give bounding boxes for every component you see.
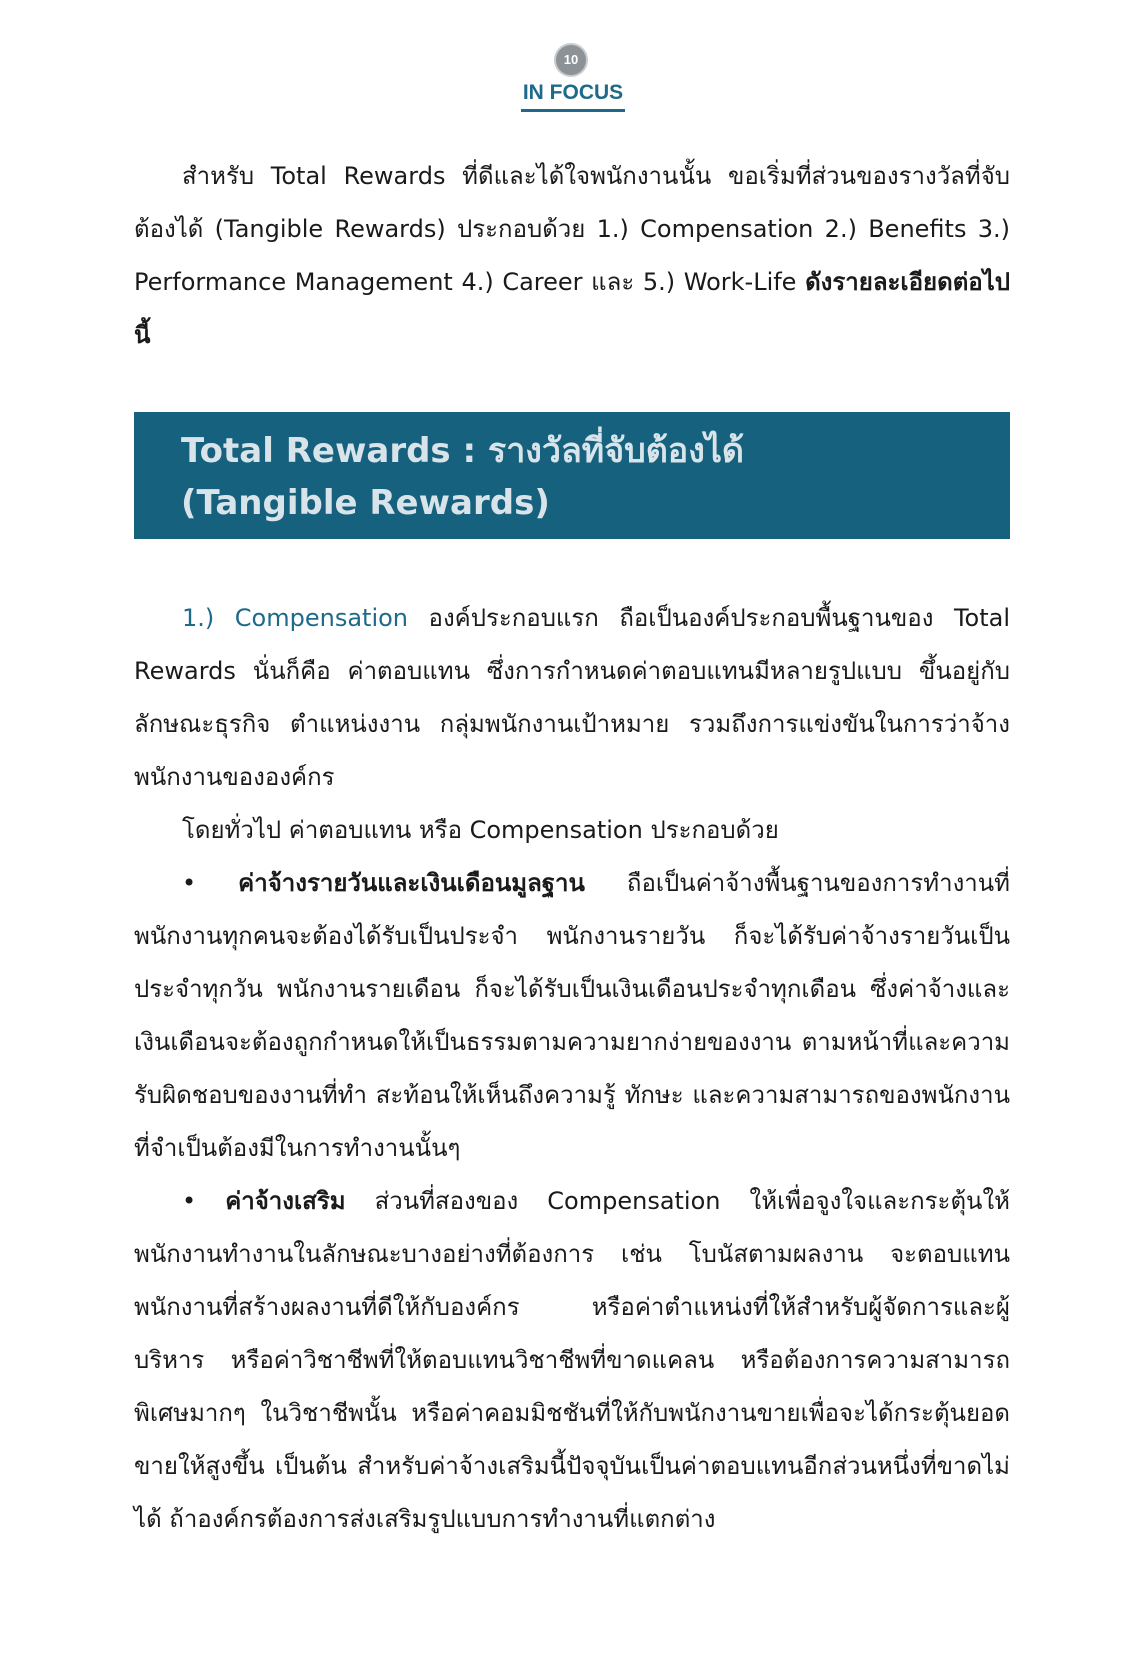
bullet-body: ส่วนที่สองของ Compensation ให้เพื่อจูงใจและกระตุ้นให้พนักงานทำงานในลักษณะบางอย่างที่ต้องการ เช่น โบนัสตามผลงาน จะตอบแทนพนักงานที่สร้างผลงานที่ดีให้กับองค์กร หรือค่าตำแหน่งที่ให้สำหรับผู้จัดการและผู้บริหาร หรือค่าวิชาชีพที่ให้ตอบแทนวิชาชีพที่ขาดแคลน หรือต้องการความสามารถพิเศษมากๆ ในวิชาชีพนั้น หรือค่าคอมมิชชันที่ให้กับพนักงานขายเพื่อจะได้กระตุ้นยอดขายให้สูงขึ้น เป็นต้น สำหรับค่าจ้างเสริมนี้ปัจจุบันเป็นค่าตอบแทนอีกส่วนหนึ่งที่ขาดไม่ได้ ถ้าองค์กรต้องการส่งเสริมรูปแบบการทำงานที่แตกต่าง [134,1187,1010,1533]
banner-title-line1: Total Rewards : รางวัลที่จับต้องได้ [181,431,745,471]
compensation-paragraph [134,592,1010,804]
bullet-marker: • [182,1187,197,1215]
bullet-marker: • [182,869,197,897]
bullet-extra-pay [134,1175,1010,1546]
bullet-body: ถือเป็นค่าจ้างพื้นฐานของการทำงานที่พนักงานทุกคนจะต้องได้รับเป็นประจำ พนักงานรายวัน ก็จะได้รับค่าจ้างรายวันเป็นประจำทุกวัน พนักงานรายเดือน ก็จะได้รับเป็นเงินเดือนประจำทุกเดือน ซึ่งค่าจ้างและเงินเดือนจะต้องถูกกำหนดให้เป็นธรรมตามความยากง่ายของงาน ตามหน้าที่และความรับผิดชอบของงานที่ทำ สะท้อนให้เห็นถึงความรู้ ทักษะ และความสามารถของพนักงานที่จำเป็นต้องมีในการทำงานนั้นๆ [134,869,1010,1162]
section-label: IN FOCUS [521,80,625,112]
compensation-heading: 1.) Compensation [182,604,409,632]
compensation-general-paragraph [134,804,1010,857]
page-number-badge: 10 [554,43,588,77]
compensation-general-text: โดยทั่วไป ค่าตอบแทน หรือ Compensation ประกอบด้วย [182,816,779,844]
compensation-body: องค์ประกอบแรก ถือเป็นองค์ประกอบพื้นฐานของ Total Rewards นั่นก็คือ ค่าตอบแทน ซึ่งการกำหนดค่าตอบแทนมีหลายรูปแบบ ขึ้นอยู่กับลักษณะธุรกิจ ตำแหน่งงาน กลุ่มพนักงานเป้าหมาย รวมถึงการแข่งขันในการว่าจ้างพนักงานขององค์กร [134,604,1010,791]
bullet-title: ค่าจ้างรายวันและเงินเดือนมูลฐาน [238,869,585,897]
bullet-basic-pay [134,857,1010,1175]
banner-title-line2: (Tangible Rewards) [181,483,550,523]
intro-text: สำหรับ Total Rewards ที่ดีและได้ใจพนักงานนั้น ขอเริ่มที่ส่วนของรางวัลที่จับต้องได้ (Tangible Rewards) ประกอบด้วย 1.) Compensation 2.) Benefits 3.) Performance Management 4.) Career และ 5.) Work-Life [134,162,1010,296]
bullet-title: ค่าจ้างเสริม [225,1187,346,1215]
section-banner [134,412,1010,539]
intro-paragraph [134,150,1010,362]
intro-text-bold: ดังรายละเอียดต่อไปนี้ [134,268,1010,349]
